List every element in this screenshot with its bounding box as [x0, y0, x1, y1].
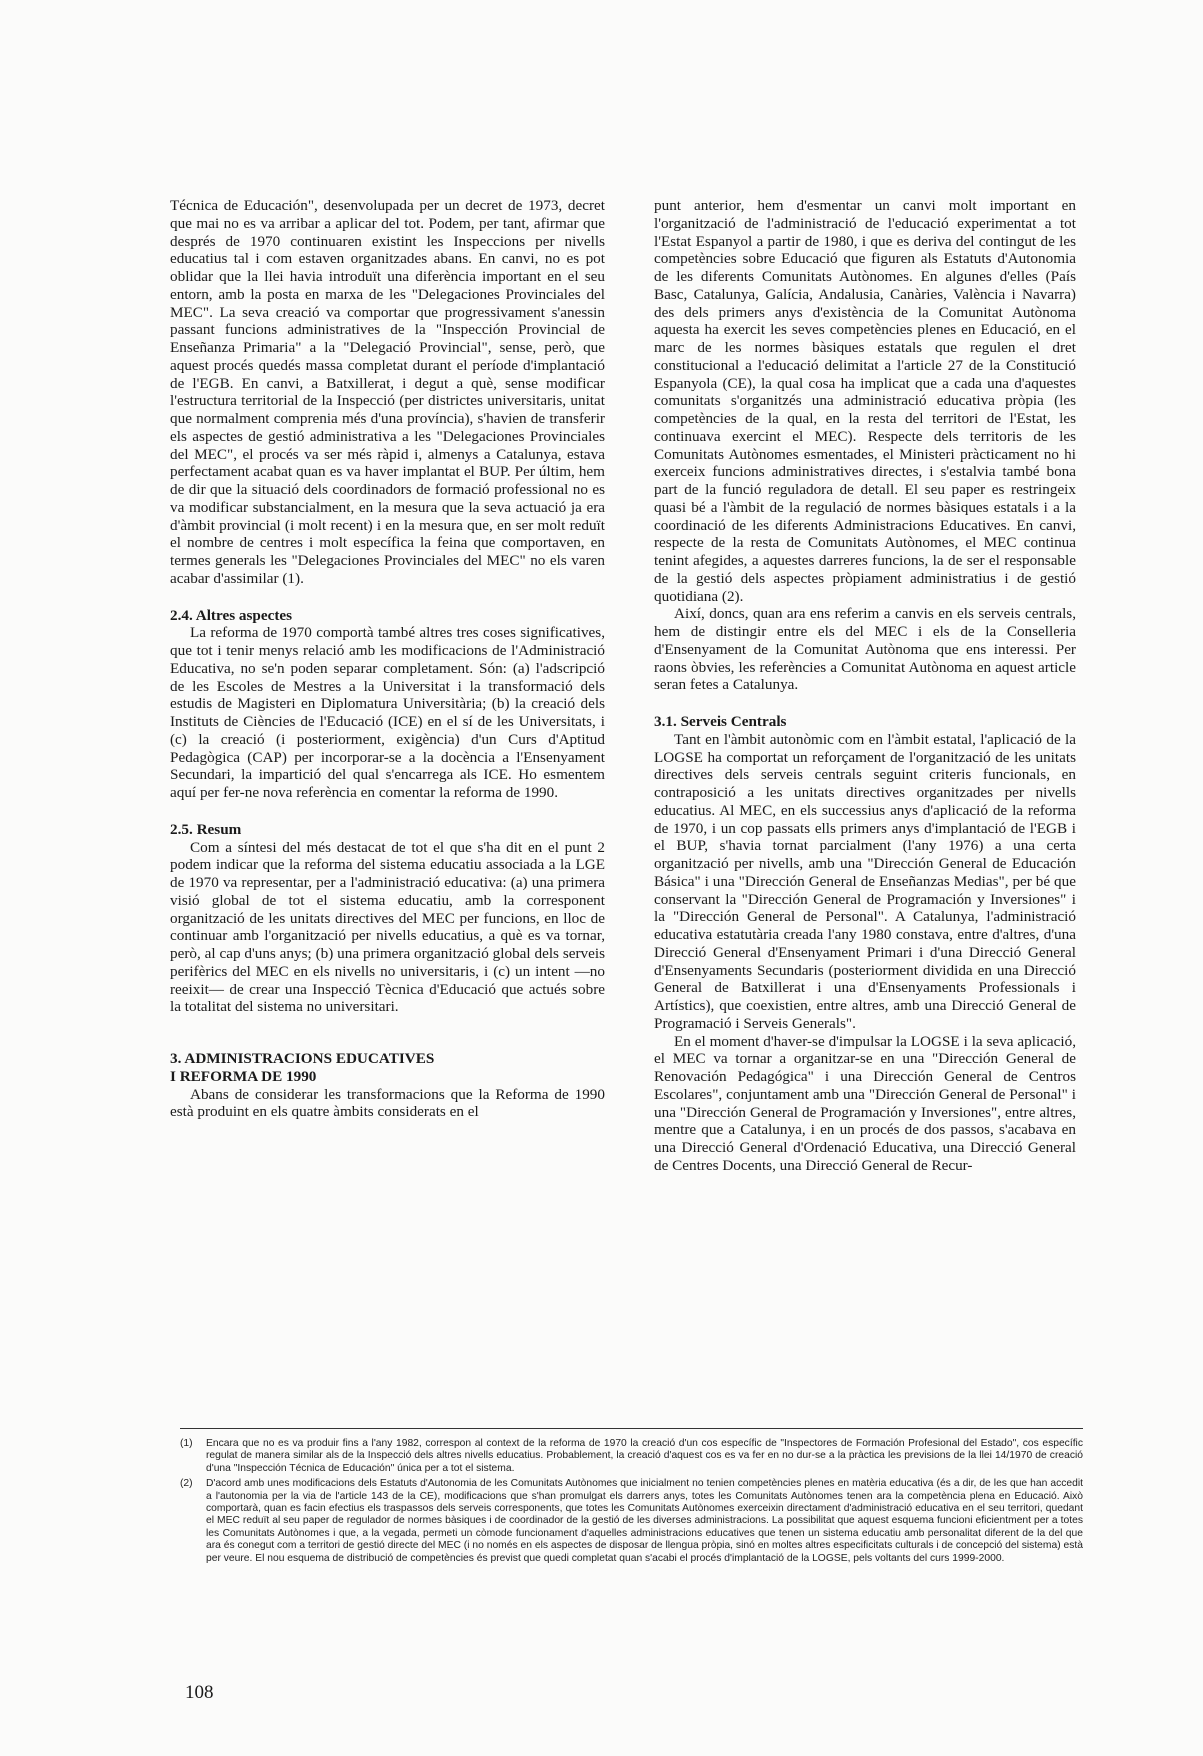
footnote-text: Encara que no es va produir fins a l'any 1982, correspon al context de la reforma de 1970 la creació d'un cos específic de "Inspectores de Formación Profesional del Estado", cos específic regulat de manera similar als de la Inspecció dels altres nivells educatius. Probablement, la creació d'aquest cos es va fer en no dur-se a la pràctica les previsions de la llei 14/1970 de creació d'una "Inspección Técnica de Educación" única per a tot el sistema.: [206, 1438, 1083, 1474]
footnotes: [180, 1438, 1083, 1568]
page-number: 108: [185, 1682, 214, 1703]
footnote-text: D'acord amb unes modificacions dels Estatuts d'Autonomia de les Comunitats Autònomes que inicialment no tenien competències plenes en matèria educativa (és a dir, de les que han accedit a l'autonomia per la via de l'article 143 de la CE), modificacions que s'han promulgat els darrers anys, totes les Comunitats Autònomes tenen ara la competència plena en Educació. Això comportarà, quan es facin efectius els traspassos dels serveis corresponents, que totes les Comunitats Autònomes exerceixin directament d'administració educativa en el seu territori, quedant el MEC reduït al seu paper de regulador de normes bàsiques i de coordinador de la gestió de les diverses administracions. La possibilitat que aquest esquema funcioni eficientment per a totes les Comunitats Autònomes i que, a la vegada, permeti un còmode funcionament d'aquelles administracions educatives que tenen un sistema educatiu amb personalitat diferent de la del que ara és conegut com a territori de gestió directe del MEC (i no només en els aspectes de disposar de llengua pròpia, sinó en moltes altres especificitats culturals i de concepció del sistema) està per veure. El nou esquema de distribució de competències és previst que quedi completat quan s'acabi el procés d'implantació de la LOGSE, pels voltants del curs 1999-2000.: [206, 1478, 1083, 1564]
left-column: [170, 197, 605, 1121]
body-paragraph: Técnica de Educación", desenvolupada per un decret de 1973, decret que mai no es va arribar a aplicar del tot. Podem, per tant, afirmar que després de 1970 continuaren existint les Inspeccions per nivells educatius tal i com estaven organitzades abans. En canvi, no es pot oblidar que la llei havia introduït una diferència important en el seu entorn, amb la posta en marxa de les "Delegaciones Provinciales del MEC". La seva creació va comportar que progressivament s'anessin passant funcions administratives de la "Inspección Provincial de Enseñanza Primaria" a la "Delegació Provincial", sense, però, que aquest procés quedés massa completat durant el període d'implantació de l'EGB. En canvi, a Batxillerat, i degut a què, sense modificar l'estructura territorial de la Inspecció (per districtes universitaris, unitat que normalment comprenia més d'una província), s'havien de transferir els aspectes de gestió administrativa a les "Delegaciones Provinciales del MEC", el procés va ser més ràpid i, almenys a Catalunya, estava perfectament acabat quan es va haver implantat el BUP. Per últim, hem de dir que la situació dels coordinadors de formació professional no es va modificar substancialment, en la mesura que la seva actuació ja era d'àmbit provincial (i molt recent) i en la mesura que, en ser molt reduït el nombre de centres i molt específica la feina que comportaven, en termes generals les "Delegaciones Provinciales del MEC" no els varen acabar d'assimilar (1).: [170, 197, 605, 587]
footnote-number: (2): [180, 1478, 193, 1490]
body-paragraph: punt anterior, hem d'esmentar un canvi molt important en l'organització de l'administració de l'educació experimentat a tot l'Estat Espanyol a partir de 1980, i que es deriva del contingut de les competències sobre Educació que figuren als Estatuts d'Autonomia de les diferents Comunitats Autònomes. En algunes d'elles (País Basc, Catalunya, Galícia, Andalusia, Canàries, València i Navarra) des dels primers anys d'existència de la Comunitat Autònoma aquesta ha exercit les seves competències plenes en Educació, en el marc de les normes bàsiques estatals que regulen el dret constitucional a l'educació delimitat a l'article 27 de la Constitució Espanyola (CE), la qual cosa ha implicat que a cada una d'aquestes comunitats s'organitzés una administració educativa pròpia (les competències de la qual, en la resta del territori de l'Estat, les continuava exercint el MEC). Respecte dels territoris de les Comunitats Autònomes esmentades, el Ministeri pràcticament no hi exerceix funcions administratives directes, i s'estalvia també bona part de la funció reguladora de detall. El seu paper es restringeix quasi bé a l'àmbit de la regulació de normes bàsiques estatals i a la coordinació de les diferents Administracions Educatives. En canvi, respecte de la resta de Comunitats Autònomes, el MEC continua tenint afegides, a aquestes darreres funcions, la de ser el responsable de la gestió dels aspectes pròpiament administratius i de gestió quotidiana (2).: [654, 197, 1076, 605]
right-column: [654, 197, 1076, 1175]
body-paragraph: Com a síntesi del més destacat de tot el que s'ha dit en el punt 2 podem indicar que la reforma del sistema educatiu associada a la LGE de 1970 va representar, per a l'administració educativa: (a) una primera visió global de tot el sistema educatiu, amb la corresponent organització de les unitats directives del MEC per funcions, en lloc de continuar amb l'organització per nivells educatius, a què es va tornar, però, al cap d'uns anys; (b) una primera organització global dels serveis perifèrics del MEC en els nivells no universitaris, i (c) un intent —no reeixit— de crear una Inspecció Tècnica d'Educació que actués sobre la totalitat del sistema no universitari.: [170, 838, 605, 1016]
chapter-heading-line: I REFORMA DE 1990: [170, 1067, 317, 1085]
footnote: [180, 1438, 1083, 1475]
body-paragraph: La reforma de 1970 comportà també altres tres coses significatives, que tot i tenir menys relació amb les modificacions de l'Administració Educativa, no se'n poden separar completament. Són: (a) l'adscripció de les Escoles de Mestres a la Universitat i la transformació dels estudis de Magisteri en Diplomatura Universitària; (b) la creació dels Instituts de Ciències de l'Educació (ICE) en el sí de les Universitats, i (c) la creació (i posteriorment, exigència) d'un Curs d'Aptitud Pedagògica (CAP) per incorporar-se a la docència a l'Ensenyament Secundari, la impartició del qual s'encarrega als ICE. Ho esmentem aquí per fer-ne nova referència en comentar la reforma de 1990.: [170, 624, 605, 801]
section-heading: 3.1. Serveis Centrals: [654, 713, 787, 730]
body-paragraph: Tant en l'àmbit autonòmic com en l'àmbit estatal, l'aplicació de la LOGSE ha comportat un reforçament de l'organització de les unitats directives dels serveis centrals seguint criteris funcionals, en contraposició a les unitats directives organitzades per nivells educatius. Al MEC, en els successius anys d'aplicació de la reforma de 1970, i un cop passats ells primers anys d'implantació de l'EGB i el BUP, s'havia tornat parcialment (l'any 1976) a una certa organització per nivells, amb una "Dirección General de Educación Básica" i una "Dirección General de Enseñanzas Medias", per bé que conservant la "Dirección General de Programación y Inversiones" i la "Dirección General de Personal". A Catalunya, l'administració educativa estatutària creada l'any 1980 constava, entre d'altres, d'una Direcció General d'Ensenyament Primari i d'una Direcció General d'Ensenyaments Secundaris (posteriorment dividida en una Direcció General de Batxillerat i una d'Ensenyaments Professionals i Artístics), que coexistien, entre altres, amb una Direcció General de Programació i Serveis Generals".: [654, 730, 1076, 1032]
chapter-heading-line: 3. ADMINISTRACIONS EDUCATIVES: [170, 1050, 435, 1067]
body-paragraph: Així, doncs, quan ara ens referim a canvis en els serveis centrals, hem de distingir entre els del MEC i els de la Conselleria d'Ensenyament de la Comunitat Autònoma que ens interessi. Per raons òbvies, les referències a Comunitat Autònoma en aquest article seran fetes a Catalunya.: [654, 605, 1076, 694]
footnote: [180, 1478, 1083, 1565]
body-paragraph: Abans de considerar les transformacions que la Reforma de 1990 està produint en els quatre àmbits considerats en el: [170, 1085, 605, 1121]
section-heading: 2.4. Altres aspectes: [170, 606, 293, 624]
chapter-heading: [170, 1050, 605, 1086]
footnote-divider: [180, 1428, 1083, 1429]
footnote-number: (1): [180, 1438, 193, 1449]
section-heading: 2.5. Resum: [170, 820, 242, 838]
body-paragraph: En el moment d'haver-se d'impulsar la LOGSE i la seva aplicació, el MEC va tornar a organitzar-se en una "Dirección General de Renovación Pedagógica" i una Dirección General de Centros Escolares", conjuntament amb una "Dirección General de Personal" i una "Dirección General de Programación y Inversiones", entre altres, mentre que a Catalunya, i en un procés de dos passos, s'acabava en una Direcció General d'Ordenació Educativa, una Direcció General de Centres Docents, una Direcció General de Recur-: [654, 1032, 1076, 1174]
